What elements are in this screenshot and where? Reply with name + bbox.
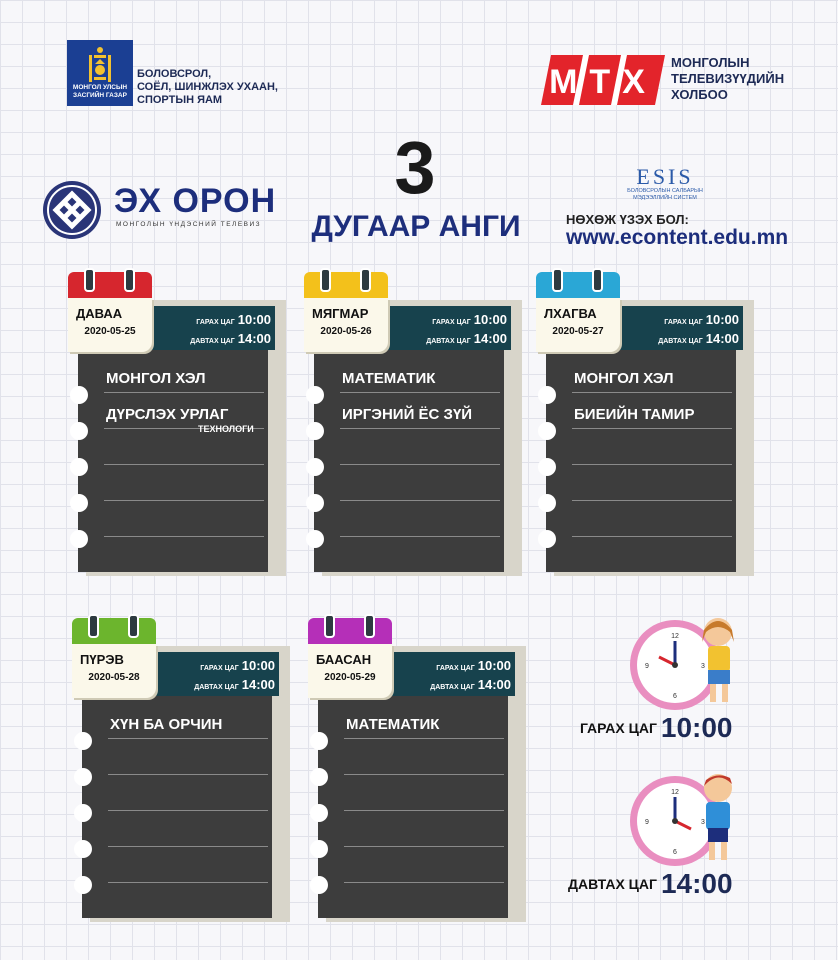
notebook-hole: [310, 768, 328, 786]
calendar-header: [304, 272, 388, 298]
chalkboard: [82, 696, 272, 918]
ruled-line: [344, 810, 504, 811]
ruled-line: [104, 536, 264, 537]
time-bar: [620, 306, 743, 350]
subject-label: МАТЕМАТИК: [346, 716, 440, 733]
repeat-time-row: [392, 677, 511, 692]
notebook-hole: [74, 876, 92, 894]
air-time-caption: ГАРАХ ЦАГ: [432, 319, 471, 326]
notebook-hole: [538, 386, 556, 404]
notebook-hole: [74, 732, 92, 750]
repeat-time-caption: ДАВТАХ ЦАГ: [190, 338, 235, 345]
notebook-hole: [306, 422, 324, 440]
air-time-row: [156, 658, 275, 673]
econtent-link[interactable]: www.econtent.edu.mn: [566, 226, 789, 249]
ekh-oron-subtitle: МОНГОЛЫН ҮНДЭСНИЙ ТЕЛЕВИЗ: [116, 221, 262, 228]
notebook-hole: [70, 422, 88, 440]
ruled-line: [340, 536, 500, 537]
day-name: БААСАН: [316, 652, 372, 667]
calendar-header: [536, 272, 620, 298]
chalkboard: [318, 696, 508, 918]
ruled-line: [340, 464, 500, 465]
svg-text:3: 3: [701, 663, 705, 670]
air-time-value: 10:00: [705, 312, 739, 327]
subject-label: ИРГЭНИЙ ЁС ЗҮЙ: [342, 406, 473, 423]
notebook-hole: [538, 494, 556, 512]
boy-icon: [696, 768, 746, 868]
notebook-hole: [70, 458, 88, 476]
time-bar: [388, 306, 511, 350]
ruled-line: [104, 464, 264, 465]
notebook-hole: [310, 804, 328, 822]
esis-subtitle: БОЛОВСРОЛЫН САЛБАРЫН МЭДЭЭЛЛИЙН СИСТЕМ: [627, 188, 703, 201]
mtx-name: МОНГОЛЫН ТЕЛЕВИЗҮҮДИЙН ХОЛБОО: [671, 55, 785, 102]
ruled-line: [344, 846, 504, 847]
notebook-hole: [310, 840, 328, 858]
ekh-oron-title: ЭХ ОРОН: [114, 182, 277, 220]
mtx-logo: [541, 55, 801, 110]
svg-text:12: 12: [671, 789, 679, 796]
air-time-label: [580, 712, 733, 744]
ruled-line: [572, 464, 732, 465]
air-time-caption: ГАРАХ ЦАГ: [436, 665, 475, 672]
ruled-line: [104, 392, 264, 393]
ruled-line: [108, 738, 268, 739]
repeat-time-value: 14:00: [705, 331, 739, 346]
ruled-line: [340, 500, 500, 501]
time-bar: [392, 652, 515, 696]
ruled-line: [572, 392, 732, 393]
notebook-hole: [306, 386, 324, 404]
notebook-hole: [538, 530, 556, 548]
svg-text:9: 9: [645, 819, 649, 826]
day-date: 2020-05-26: [320, 326, 372, 337]
mtx-badge-icon: [541, 55, 665, 105]
notebook-hole: [70, 494, 88, 512]
ruled-line: [344, 774, 504, 775]
repeat-time-row: [620, 331, 739, 346]
repeat-time-caption: ДАВТАХ ЦАГ: [430, 684, 475, 691]
subject-label: МОНГОЛ ХЭЛ: [106, 370, 206, 387]
repeat-time-caption: ДАВТАХ ЦАГ: [426, 338, 471, 345]
mtx-logo-text: МТХ: [549, 63, 657, 101]
subject-label: ХҮН БА ОРЧИН: [110, 716, 223, 733]
notebook-hole: [306, 494, 324, 512]
calendar-ring-icon: [324, 614, 335, 638]
chalkboard: [314, 350, 504, 572]
air-time-caption: ГАРАХ ЦАГ: [664, 319, 703, 326]
notebook-hole: [70, 386, 88, 404]
soyombo-emblem-icon: [67, 40, 133, 106]
calendar-ring-icon: [552, 268, 563, 292]
svg-text:6: 6: [673, 849, 677, 856]
subject-label: МАТЕМАТИК: [342, 370, 436, 387]
notebook-hole: [306, 530, 324, 548]
air-time-row: [392, 658, 511, 673]
repeat-time-label: [568, 868, 733, 900]
grade-label: ДУГААР АНГИ: [311, 210, 521, 243]
repeat-time-row: [152, 331, 271, 346]
girl-icon: [694, 612, 744, 712]
repeat-time-caption: ДАВТАХ ЦАГ: [568, 876, 657, 892]
calendar-ring-icon: [128, 614, 139, 638]
air-time-value: 10:00: [241, 658, 275, 673]
notebook-hole: [74, 804, 92, 822]
air-time-value: 10:00: [477, 658, 511, 673]
notebook-hole: [538, 458, 556, 476]
calendar-header: [72, 618, 156, 644]
repeat-time-value: 14:00: [477, 677, 511, 692]
notebook-hole: [538, 422, 556, 440]
air-time-row: [388, 312, 507, 327]
calendar-header: [68, 272, 152, 298]
ruled-line: [340, 392, 500, 393]
air-time-row: [620, 312, 739, 327]
calendar-ring-icon: [360, 268, 371, 292]
day-name: ПҮРЭВ: [80, 652, 124, 667]
ruled-line: [344, 882, 504, 883]
svg-text:6: 6: [673, 693, 677, 700]
notebook-hole: [74, 768, 92, 786]
knot-icon: [42, 180, 102, 240]
calendar-ring-icon: [124, 268, 135, 292]
ministry-name: БОЛОВСРОЛ, СОЁЛ, ШИНЖЛЭХ УХААН, СПОРТЫН ЯАМ: [137, 68, 278, 106]
svg-text:3: 3: [701, 819, 705, 826]
time-bar: [152, 306, 275, 350]
notebook-hole: [306, 458, 324, 476]
repeat-time-row: [388, 331, 507, 346]
svg-text:12: 12: [671, 633, 679, 640]
day-date: 2020-05-28: [88, 672, 140, 683]
day-name: ДАВАА: [76, 306, 123, 321]
ruled-line: [344, 738, 504, 739]
svg-text:9: 9: [645, 663, 649, 670]
day-card-4: [308, 614, 523, 924]
air-time-value: 10:00: [660, 712, 733, 743]
emblem-caption: МОНГОЛ УЛСЫН ЗАСГИЙН ГАЗАР: [72, 84, 128, 99]
ruled-line: [108, 882, 268, 883]
calendar-header: [308, 618, 392, 644]
repeat-time-value: 14:00: [473, 331, 507, 346]
repeat-time-caption: ДАВТАХ ЦАГ: [658, 338, 703, 345]
watch-label: НӨХӨЖ ҮЗЭХ БОЛ:: [566, 212, 689, 227]
ruled-line: [340, 428, 500, 429]
ministry-logo: [67, 40, 307, 110]
air-time-value: 10:00: [237, 312, 271, 327]
ruled-line: [572, 428, 732, 429]
notebook-hole: [74, 840, 92, 858]
repeat-time-caption: ДАВТАХ ЦАГ: [194, 684, 239, 691]
ruled-line: [108, 774, 268, 775]
calendar-ring-icon: [320, 268, 331, 292]
chalkboard: [546, 350, 736, 572]
day-name: ЛХАГВА: [544, 306, 597, 321]
air-time-value: 10:00: [473, 312, 507, 327]
air-time-caption: ГАРАХ ЦАГ: [200, 665, 239, 672]
day-date: 2020-05-27: [552, 326, 604, 337]
ruled-line: [108, 810, 268, 811]
calendar-ring-icon: [364, 614, 375, 638]
day-card-3: [72, 614, 287, 924]
ekh-oron-logo: [42, 178, 292, 242]
day-date: 2020-05-25: [84, 326, 136, 337]
subject-label: ДҮРСЛЭХ УРЛАГ: [106, 406, 229, 423]
air-time-row: [152, 312, 271, 327]
day-date: 2020-05-29: [324, 672, 376, 683]
esis-logo-text: ESIS: [636, 164, 694, 189]
calendar-ring-icon: [84, 268, 95, 292]
air-time-caption: ГАРАХ ЦАГ: [580, 720, 657, 736]
day-card-2: [536, 268, 751, 578]
notebook-hole: [70, 530, 88, 548]
ruled-line: [104, 500, 264, 501]
esis-logo: [620, 166, 710, 206]
notebook-hole: [310, 876, 328, 894]
chalkboard: [78, 350, 268, 572]
grade-number: 3: [394, 126, 436, 209]
repeat-time-value: 14:00: [241, 677, 275, 692]
time-bar: [156, 652, 279, 696]
ruled-line: [108, 846, 268, 847]
day-card-0: [68, 268, 283, 578]
calendar-ring-icon: [592, 268, 603, 292]
repeat-time-value: 14:00: [660, 868, 733, 899]
repeat-time-row: [156, 677, 275, 692]
day-name: МЯГМАР: [312, 306, 369, 321]
subject-label: МОНГОЛ ХЭЛ: [574, 370, 674, 387]
calendar-ring-icon: [88, 614, 99, 638]
notebook-hole: [310, 732, 328, 750]
subject-subnote: ТЕХНОЛОГИ: [198, 424, 254, 434]
ruled-line: [572, 500, 732, 501]
ruled-line: [572, 536, 732, 537]
subject-label: БИЕИЙН ТАМИР: [574, 406, 695, 423]
day-card-1: [304, 268, 519, 578]
repeat-time-value: 14:00: [237, 331, 271, 346]
air-time-caption: ГАРАХ ЦАГ: [196, 319, 235, 326]
